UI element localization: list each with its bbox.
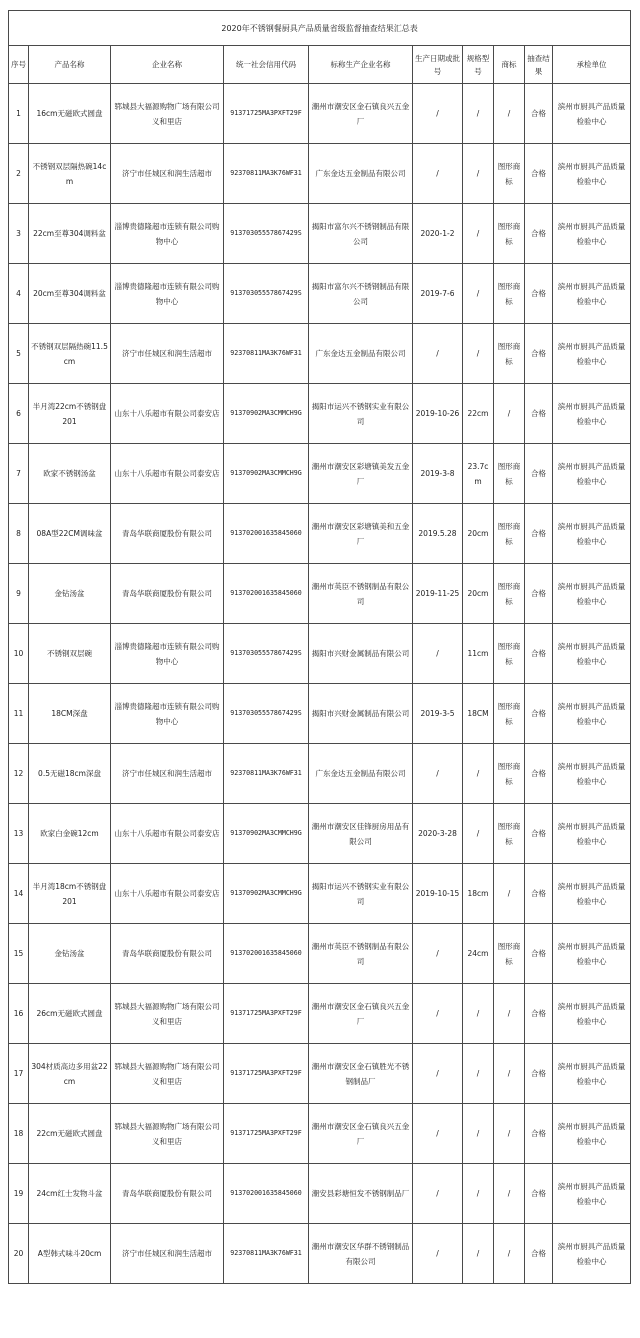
cell-credit-code: 92370811MA3K76WF31 [224,744,309,804]
table-row [9,84,631,144]
cell-company: 山东十八乐超市有限公司泰安店 [111,384,224,444]
table-row [9,924,631,984]
cell-company: 郓城县大福源购物广场有限公司义和里店 [111,84,224,144]
cell-inspector: 滨州市厨具产品质量检验中心 [553,444,631,504]
cell-date: / [413,324,463,384]
results-document [8,10,630,1284]
cell-manufacturer: 潮州市英臣不锈钢制品有限公司 [309,564,413,624]
cell-date: / [413,1224,463,1284]
cell-result: 合格 [525,804,553,864]
header-seq: 序号 [9,46,29,84]
cell-brand: 图形商标 [494,744,525,804]
cell-inspector: 滨州市厨具产品质量检验中心 [553,924,631,984]
cell-seq: 7 [9,444,29,504]
header-manufacturer: 标称生产企业名称 [309,46,413,84]
cell-spec: 18cm [463,864,494,924]
table-row [9,504,631,564]
cell-company: 济宁市任城区和润生活超市 [111,324,224,384]
header-spec: 规格型号 [463,46,494,84]
table-title: 2020年不锈钢餐厨具产品质量省级监督抽查结果汇总表 [9,11,631,46]
cell-brand: / [494,1224,525,1284]
cell-manufacturer: 潮州市潮安区彩塘镇美和五金厂 [309,504,413,564]
cell-spec: / [463,84,494,144]
table-row [9,1104,631,1164]
cell-spec: / [463,264,494,324]
cell-brand: 图形商标 [494,204,525,264]
cell-date: / [413,744,463,804]
cell-result: 合格 [525,1044,553,1104]
cell-spec: 11cm [463,624,494,684]
cell-credit-code: 91370305557867429S [224,684,309,744]
cell-result: 合格 [525,624,553,684]
cell-product: 金钻汤盆 [29,924,111,984]
cell-inspector: 滨州市厨具产品质量检验中心 [553,324,631,384]
cell-product: A型韩式味斗20cm [29,1224,111,1284]
cell-seq: 12 [9,744,29,804]
cell-seq: 13 [9,804,29,864]
cell-company: 山东十八乐超市有限公司泰安店 [111,444,224,504]
cell-credit-code: 91370902MA3CMMCH9G [224,444,309,504]
cell-seq: 17 [9,1044,29,1104]
cell-date: / [413,144,463,204]
cell-credit-code: 92370811MA3K76WF31 [224,324,309,384]
header-product: 产品名称 [29,46,111,84]
cell-date: / [413,84,463,144]
cell-company: 山东十八乐超市有限公司泰安店 [111,804,224,864]
cell-product: 不锈钢双层隔热碗11.5cm [29,324,111,384]
cell-seq: 10 [9,624,29,684]
cell-result: 合格 [525,1164,553,1224]
cell-manufacturer: 潮州市潮安区金石镇胜光不锈钢制品厂 [309,1044,413,1104]
cell-manufacturer: 潮州市潮安区金石镇良兴五金厂 [309,84,413,144]
cell-brand: / [494,864,525,924]
cell-credit-code: 913702001635845060 [224,1164,309,1224]
cell-manufacturer: 潮安县彩塘恒发不锈钢制品厂 [309,1164,413,1224]
cell-manufacturer: 揭阳市兴财金属制品有限公司 [309,684,413,744]
cell-seq: 9 [9,564,29,624]
cell-inspector: 滨州市厨具产品质量检验中心 [553,1224,631,1284]
cell-date: / [413,624,463,684]
cell-seq: 8 [9,504,29,564]
cell-seq: 14 [9,864,29,924]
cell-spec: / [463,324,494,384]
cell-date: 2019-10-15 [413,864,463,924]
cell-manufacturer: 广东金达五金制品有限公司 [309,144,413,204]
cell-inspector: 滨州市厨具产品质量检验中心 [553,144,631,204]
cell-brand: 图形商标 [494,504,525,564]
cell-seq: 15 [9,924,29,984]
cell-spec: / [463,204,494,264]
cell-brand: 图形商标 [494,684,525,744]
cell-inspector: 滨州市厨具产品质量检验中心 [553,984,631,1044]
cell-result: 合格 [525,444,553,504]
cell-seq: 4 [9,264,29,324]
cell-result: 合格 [525,144,553,204]
cell-result: 合格 [525,984,553,1044]
table-row [9,384,631,444]
cell-credit-code: 91370305557867429S [224,264,309,324]
cell-company: 济宁市任城区和润生活超市 [111,744,224,804]
cell-inspector: 滨州市厨具产品质量检验中心 [553,864,631,924]
cell-result: 合格 [525,1104,553,1164]
table-row [9,144,631,204]
cell-inspector: 滨州市厨具产品质量检验中心 [553,564,631,624]
cell-inspector: 滨州市厨具产品质量检验中心 [553,1044,631,1104]
cell-brand: 图形商标 [494,324,525,384]
cell-inspector: 滨州市厨具产品质量检验中心 [553,204,631,264]
cell-product: 半月湾18cm不锈钢盘201 [29,864,111,924]
table-row [9,264,631,324]
cell-result: 合格 [525,1224,553,1284]
cell-company: 山东十八乐超市有限公司泰安店 [111,864,224,924]
cell-credit-code: 91370305557867429S [224,204,309,264]
cell-inspector: 滨州市厨具产品质量检验中心 [553,264,631,324]
cell-company: 郓城县大福源购物广场有限公司义和里店 [111,1104,224,1164]
cell-inspector: 滨州市厨具产品质量检验中心 [553,684,631,744]
cell-seq: 20 [9,1224,29,1284]
table-row [9,324,631,384]
cell-date: / [413,984,463,1044]
cell-seq: 19 [9,1164,29,1224]
table-row [9,804,631,864]
cell-brand: 图形商标 [494,924,525,984]
table-row [9,444,631,504]
cell-credit-code: 91370902MA3CMMCH9G [224,384,309,444]
cell-brand: 图形商标 [494,264,525,324]
cell-credit-code: 913702001635845060 [224,564,309,624]
table-row [9,1164,631,1224]
cell-result: 合格 [525,384,553,444]
table-row [9,1044,631,1104]
table-row [9,984,631,1044]
table-body [9,84,631,1284]
cell-credit-code: 91370902MA3CMMCH9G [224,864,309,924]
cell-brand: 图形商标 [494,564,525,624]
cell-spec: 18CM [463,684,494,744]
cell-spec: 20cm [463,564,494,624]
cell-seq: 3 [9,204,29,264]
cell-manufacturer: 潮州市潮安区佳锋厨房用品有限公司 [309,804,413,864]
cell-date: / [413,1044,463,1104]
cell-company: 济宁市任城区和润生活超市 [111,1224,224,1284]
cell-seq: 11 [9,684,29,744]
cell-inspector: 滨州市厨具产品质量检验中心 [553,744,631,804]
cell-result: 合格 [525,504,553,564]
cell-inspector: 滨州市厨具产品质量检验中心 [553,504,631,564]
table-row [9,204,631,264]
cell-brand: 图形商标 [494,144,525,204]
cell-spec: 24cm [463,924,494,984]
table-row [9,684,631,744]
cell-product: 不锈钢双层碗 [29,624,111,684]
cell-date: 2019-10-26 [413,384,463,444]
cell-credit-code: 91371725MA3PXFT29F [224,1044,309,1104]
header-date: 生产日期或批号 [413,46,463,84]
table-row [9,624,631,684]
cell-credit-code: 91370902MA3CMMCH9G [224,804,309,864]
cell-inspector: 滨州市厨具产品质量检验中心 [553,384,631,444]
cell-product: 24cm红士发物斗盆 [29,1164,111,1224]
cell-spec: / [463,1104,494,1164]
cell-product: 22cm无磁欧式圆盘 [29,1104,111,1164]
header-row [9,46,631,84]
cell-product: 欧家不锈钢汤盆 [29,444,111,504]
cell-company: 青岛华联商厦股份有限公司 [111,1164,224,1224]
cell-date: 2019-3-8 [413,444,463,504]
cell-company: 淄博贵德隆超市连锁有限公司购物中心 [111,684,224,744]
cell-seq: 5 [9,324,29,384]
cell-brand: 图形商标 [494,624,525,684]
cell-product: 欧家白金碗12cm [29,804,111,864]
cell-product: 金钻汤盆 [29,564,111,624]
cell-date: 2020-1-2 [413,204,463,264]
header-inspector: 承检单位 [553,46,631,84]
cell-manufacturer: 广东金达五金制品有限公司 [309,744,413,804]
cell-result: 合格 [525,744,553,804]
cell-credit-code: 91370305557867429S [224,624,309,684]
cell-credit-code: 913702001635845060 [224,504,309,564]
cell-company: 郓城县大福源购物广场有限公司义和里店 [111,1044,224,1104]
cell-date: 2019-3-5 [413,684,463,744]
table-row [9,864,631,924]
cell-manufacturer: 潮州市潮安区金石镇良兴五金厂 [309,1104,413,1164]
cell-manufacturer: 潮州市潮安区华群不锈钢制品有限公司 [309,1224,413,1284]
cell-inspector: 滨州市厨具产品质量检验中心 [553,1164,631,1224]
cell-product: 22cm至尊304调料盆 [29,204,111,264]
cell-manufacturer: 揭阳市运兴不锈钢实业有限公司 [309,384,413,444]
cell-result: 合格 [525,864,553,924]
cell-credit-code: 91371725MA3PXFT29F [224,84,309,144]
table-row [9,564,631,624]
cell-company: 淄博贵德隆超市连锁有限公司购物中心 [111,204,224,264]
cell-brand: / [494,1104,525,1164]
cell-product: 304材质高边多用盆22cm [29,1044,111,1104]
cell-brand: / [494,1044,525,1104]
cell-spec: 22cm [463,384,494,444]
cell-brand: / [494,84,525,144]
cell-manufacturer: 揭阳市富尔兴不锈钢制品有限公司 [309,204,413,264]
cell-company: 淄博贵德隆超市连锁有限公司购物中心 [111,624,224,684]
cell-product: 16cm无磁欧式圆盘 [29,84,111,144]
cell-brand: 图形商标 [494,804,525,864]
cell-date: 2020-3-28 [413,804,463,864]
cell-company: 郓城县大福源购物广场有限公司义和里店 [111,984,224,1044]
cell-inspector: 滨州市厨具产品质量检验中心 [553,804,631,864]
cell-product: 20cm至尊304调料盆 [29,264,111,324]
cell-credit-code: 92370811MA3K76WF31 [224,1224,309,1284]
cell-spec: / [463,744,494,804]
cell-brand: / [494,984,525,1044]
cell-spec: / [463,1224,494,1284]
cell-seq: 1 [9,84,29,144]
cell-date: / [413,1164,463,1224]
cell-date: 2019-11-25 [413,564,463,624]
cell-spec: / [463,984,494,1044]
cell-company: 青岛华联商厦股份有限公司 [111,504,224,564]
cell-brand: / [494,384,525,444]
cell-seq: 6 [9,384,29,444]
cell-date: / [413,1104,463,1164]
cell-manufacturer: 广东金达五金制品有限公司 [309,324,413,384]
cell-credit-code: 913702001635845060 [224,924,309,984]
cell-product: 0.5无磁18cm深盘 [29,744,111,804]
cell-product: 不锈钢双层隔热碗14cm [29,144,111,204]
cell-result: 合格 [525,84,553,144]
cell-result: 合格 [525,324,553,384]
cell-spec: 23.7cm [463,444,494,504]
cell-date: 2019.5.28 [413,504,463,564]
cell-credit-code: 92370811MA3K76WF31 [224,144,309,204]
cell-manufacturer: 潮州市潮安区彩塘镇美发五金厂 [309,444,413,504]
cell-date: / [413,924,463,984]
cell-product: 08A型22CM调味盆 [29,504,111,564]
table-row [9,744,631,804]
cell-spec: / [463,144,494,204]
cell-credit-code: 91371725MA3PXFT29F [224,984,309,1044]
cell-brand: 图形商标 [494,444,525,504]
cell-seq: 18 [9,1104,29,1164]
cell-spec: / [463,1164,494,1224]
header-company: 企业名称 [111,46,224,84]
cell-result: 合格 [525,564,553,624]
cell-product: 18CM深盘 [29,684,111,744]
cell-inspector: 滨州市厨具产品质量检验中心 [553,84,631,144]
cell-product: 26cm无磁欧式圆盘 [29,984,111,1044]
cell-spec: / [463,1044,494,1104]
cell-company: 青岛华联商厦股份有限公司 [111,564,224,624]
cell-manufacturer: 潮州市英臣不锈钢制品有限公司 [309,924,413,984]
cell-seq: 16 [9,984,29,1044]
cell-result: 合格 [525,204,553,264]
cell-result: 合格 [525,924,553,984]
cell-result: 合格 [525,264,553,324]
cell-inspector: 滨州市厨具产品质量检验中心 [553,1104,631,1164]
cell-company: 青岛华联商厦股份有限公司 [111,924,224,984]
cell-date: 2019-7-6 [413,264,463,324]
cell-result: 合格 [525,684,553,744]
cell-manufacturer: 揭阳市运兴不锈钢实业有限公司 [309,864,413,924]
cell-product: 半月湾22cm不锈钢盘201 [29,384,111,444]
cell-seq: 2 [9,144,29,204]
results-table [8,10,631,1284]
cell-manufacturer: 潮州市潮安区金石镇良兴五金厂 [309,984,413,1044]
header-result: 抽查结果 [525,46,553,84]
cell-manufacturer: 揭阳市富尔兴不锈钢制品有限公司 [309,264,413,324]
header-credit-code: 统一社会信用代码 [224,46,309,84]
header-brand: 商标 [494,46,525,84]
table-row [9,1224,631,1284]
cell-manufacturer: 揭阳市兴财金属制品有限公司 [309,624,413,684]
cell-company: 淄博贵德隆超市连锁有限公司购物中心 [111,264,224,324]
cell-credit-code: 91371725MA3PXFT29F [224,1104,309,1164]
cell-spec: / [463,804,494,864]
cell-company: 济宁市任城区和润生活超市 [111,144,224,204]
cell-spec: 20cm [463,504,494,564]
title-row [9,11,631,46]
cell-inspector: 滨州市厨具产品质量检验中心 [553,624,631,684]
cell-brand: / [494,1164,525,1224]
